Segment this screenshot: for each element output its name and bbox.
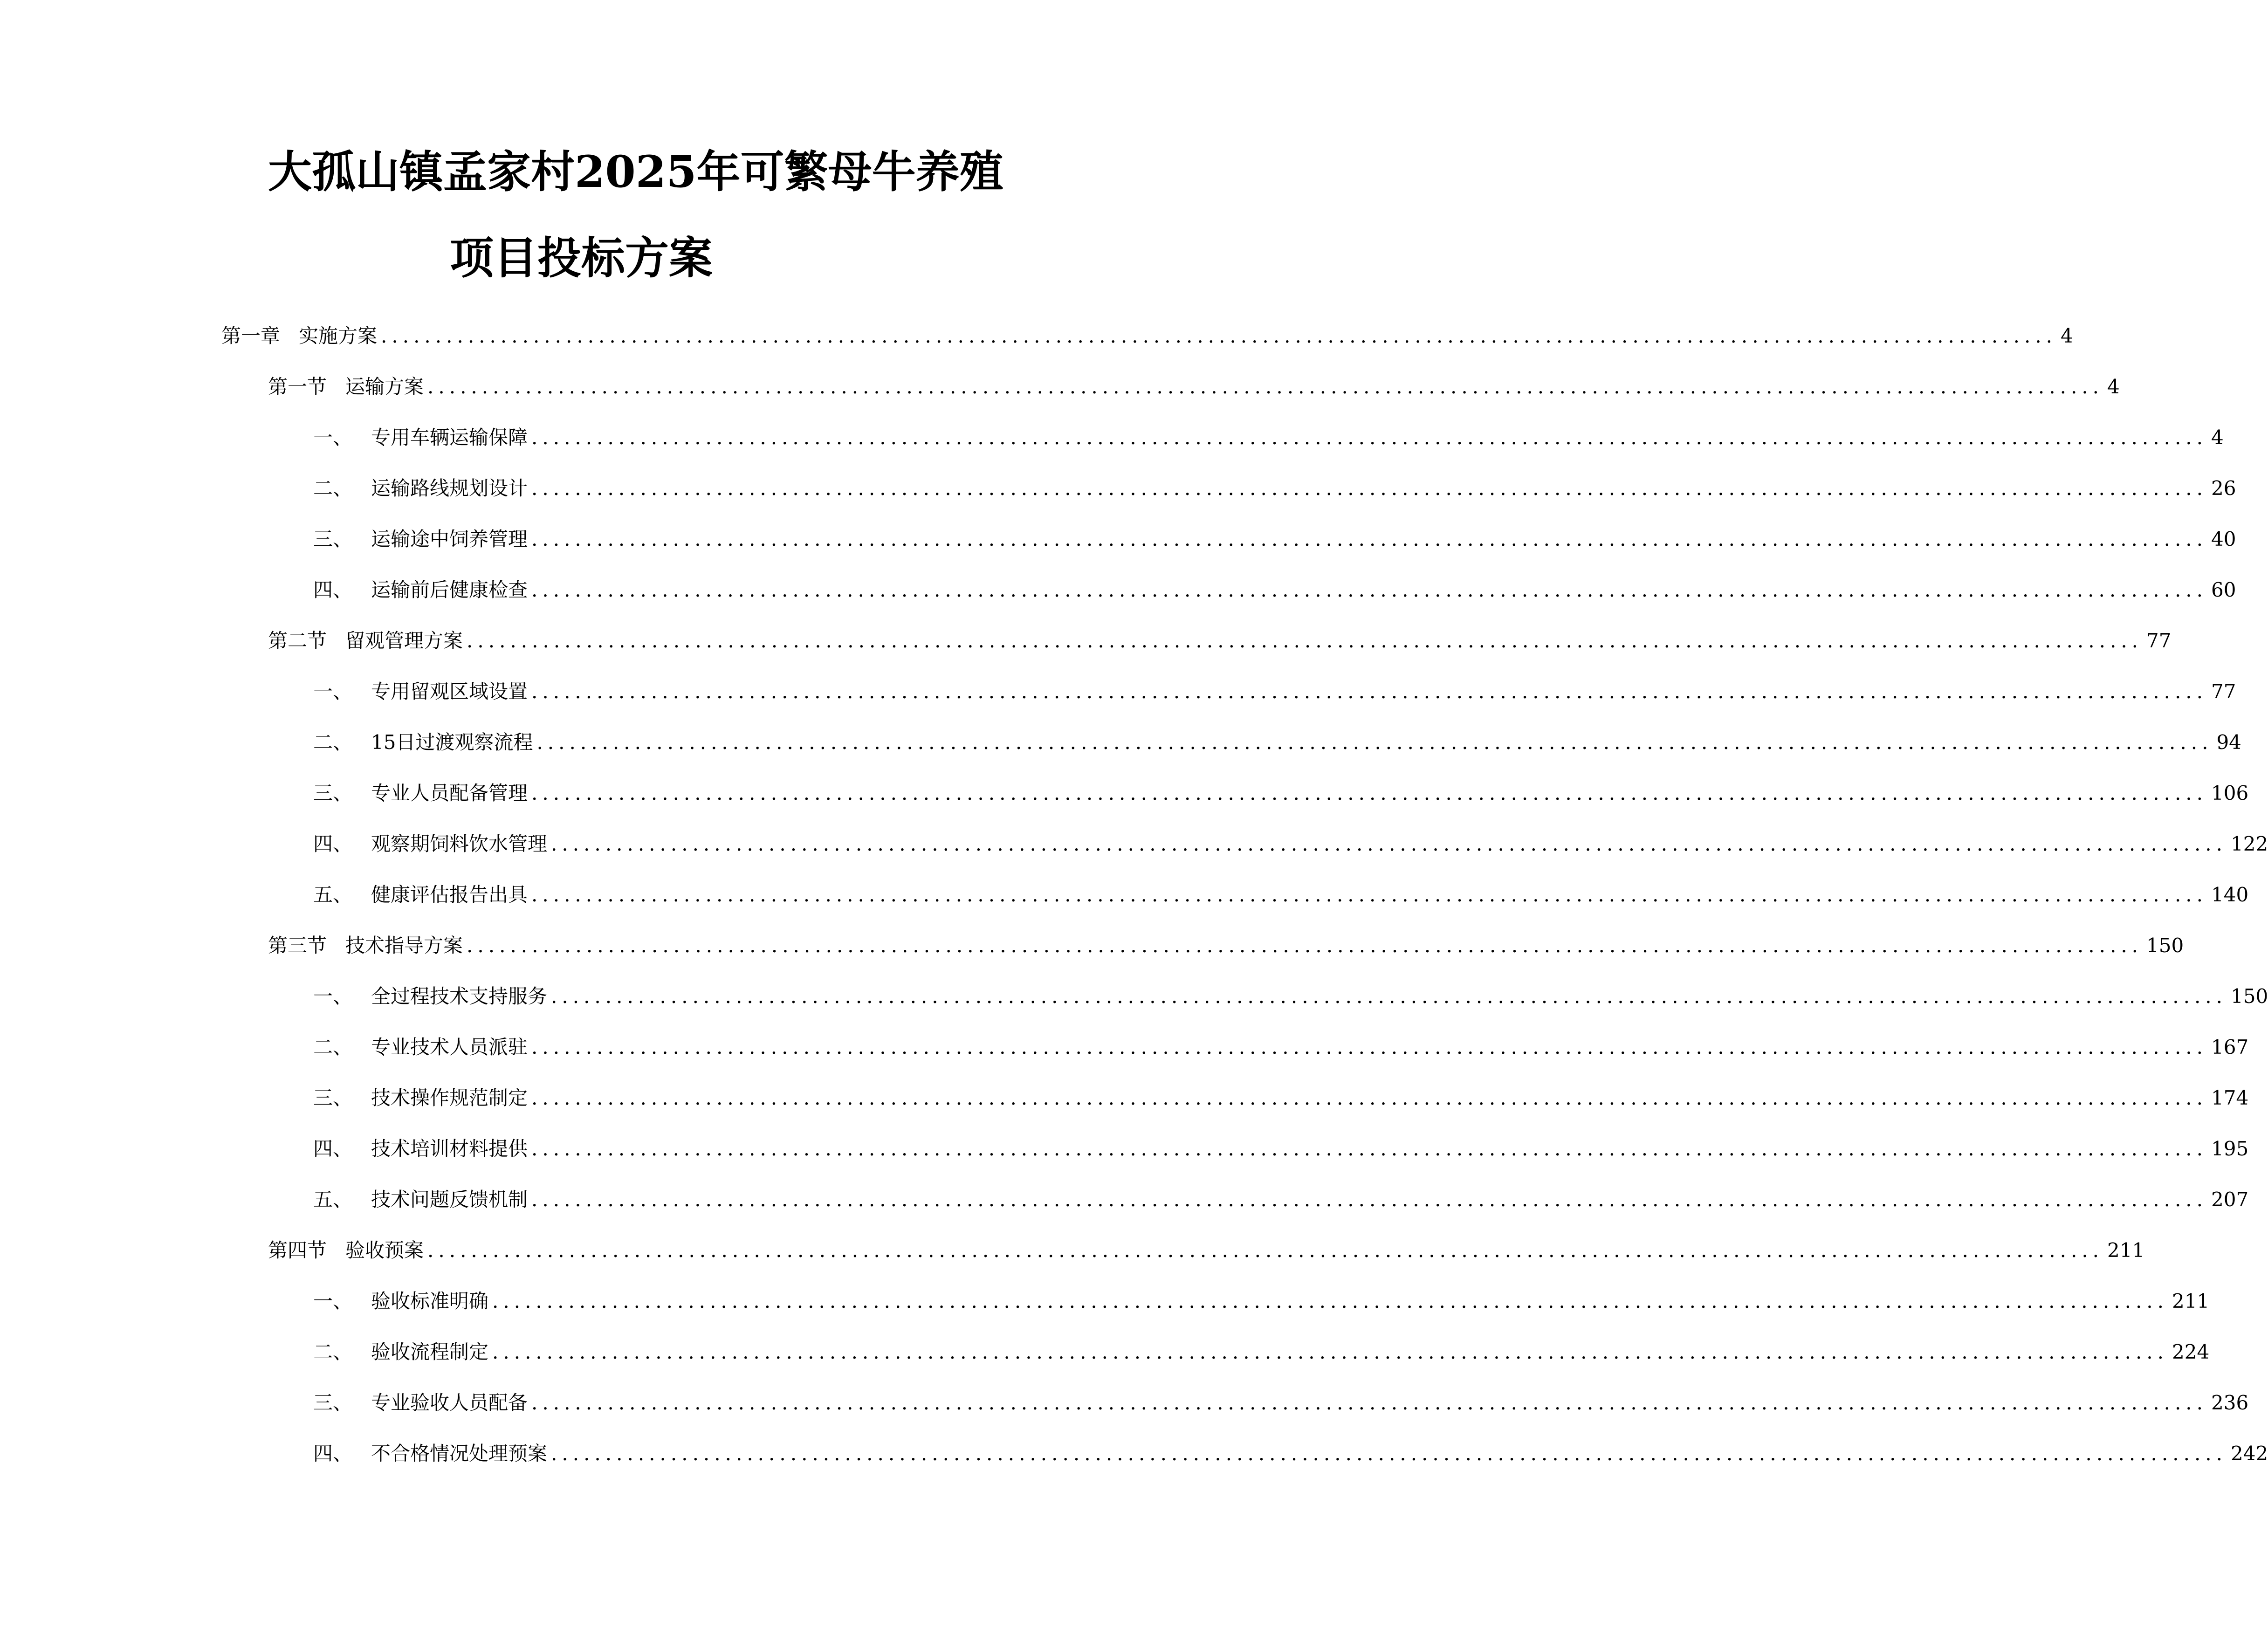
- toc-entry-number: 二、: [313, 1340, 353, 1363]
- toc-entry-item[interactable]: [313, 1436, 2268, 1465]
- toc-dot-leader: ..........................................................................................................................................................: [381, 324, 2057, 347]
- toc-dot-leader: ..........................................................................................................................................................: [531, 1036, 2208, 1058]
- toc-entry-item[interactable]: [313, 1131, 2249, 1160]
- toc-entry-item[interactable]: [313, 521, 2236, 550]
- toc-entry-number: 五、: [313, 883, 353, 906]
- toc-entry-label: 技术操作规范制定: [371, 1086, 528, 1109]
- toc-entry-item[interactable]: [313, 775, 2249, 804]
- toc-dot-leader: ..........................................................................................................................................................: [531, 1391, 2208, 1414]
- toc-entry-label: 运输途中饲养管理: [371, 528, 528, 550]
- toc-page-number: 242: [2231, 1442, 2268, 1465]
- toc-entry-section[interactable]: [268, 927, 2184, 957]
- toc-entry-item[interactable]: [313, 572, 2236, 601]
- toc-entry-number: 三、: [313, 782, 353, 804]
- toc-dot-leader: ..........................................................................................................................................................: [531, 1086, 2208, 1109]
- toc-dot-leader: ..........................................................................................................................................................: [551, 832, 2227, 855]
- toc-entry-number: 二、: [313, 1036, 353, 1058]
- toc-entry-item[interactable]: [313, 877, 2249, 906]
- toc-entry-number: 四、: [313, 832, 353, 855]
- toc-entry-label: 技术指导方案: [345, 934, 463, 957]
- toc-dot-leader: ..........................................................................................................................................................: [531, 1137, 2208, 1160]
- toc-entry-item[interactable]: [313, 1182, 2249, 1211]
- toc-entry-label: 专用车辆运输保障: [371, 426, 528, 449]
- toc-entry-number: 三、: [313, 528, 353, 550]
- toc-entry-number: 五、: [313, 1188, 353, 1211]
- toc-entry-number: 第一节: [268, 375, 327, 398]
- toc-entry-label: 专业技术人员派驻: [371, 1036, 528, 1058]
- toc-entry-label: 技术问题反馈机制: [371, 1188, 528, 1211]
- toc-entry-label: 验收标准明确: [371, 1290, 489, 1312]
- toc-entry-section[interactable]: [268, 369, 2120, 398]
- toc-entry-label: 专业人员配备管理: [371, 782, 528, 804]
- toc-page-number: 60: [2211, 578, 2236, 601]
- toc-entry-number: 一、: [313, 985, 353, 1008]
- toc-dot-leader: ..........................................................................................................................................................: [467, 629, 2143, 652]
- toc-entry-label: 实施方案: [299, 324, 378, 347]
- toc-dot-leader: ..........................................................................................................................................................: [536, 731, 2213, 754]
- toc-page-number: 195: [2211, 1137, 2249, 1160]
- toc-page-number: 224: [2172, 1340, 2210, 1363]
- toc-page-number: 26: [2211, 477, 2236, 500]
- toc-entry-item[interactable]: [313, 978, 2268, 1008]
- toc-entry-number: 二、: [313, 477, 353, 500]
- toc-page-number: 207: [2211, 1188, 2249, 1211]
- toc-entry-item[interactable]: [313, 1334, 2210, 1363]
- toc-entry-number: 三、: [313, 1391, 353, 1414]
- toc-page-number: 4: [2061, 324, 2073, 347]
- toc-entry-label: 技术培训材料提供: [371, 1137, 528, 1160]
- toc-entry-number: 第三节: [268, 934, 327, 957]
- toc-entry-label: 运输路线规划设计: [371, 477, 528, 500]
- toc-entry-number: 一、: [313, 1290, 353, 1312]
- toc-entry-number: 一、: [313, 680, 353, 703]
- toc-dot-leader: ..........................................................................................................................................................: [551, 985, 2227, 1008]
- toc-entry-number: 三、: [313, 1086, 353, 1109]
- toc-entry-item[interactable]: [313, 470, 2236, 500]
- toc-page-number: 211: [2107, 1239, 2145, 1262]
- toc-page-number: 77: [2211, 680, 2236, 703]
- toc-entry-number: 第二节: [268, 629, 327, 652]
- toc-entry-item[interactable]: [313, 673, 2236, 703]
- toc-entry-label: 验收流程制定: [371, 1340, 489, 1363]
- toc-entry-label: 运输方案: [345, 375, 424, 398]
- toc-dot-leader: ..........................................................................................................................................................: [531, 680, 2208, 703]
- toc-dot-leader: ..........................................................................................................................................................: [531, 578, 2208, 601]
- toc-dot-leader: ..........................................................................................................................................................: [467, 934, 2143, 957]
- toc-page-number: 77: [2146, 629, 2172, 652]
- toc-entry-label: 观察期饲料饮水管理: [371, 832, 548, 855]
- toc-page-number: 106: [2211, 782, 2249, 804]
- toc-dot-leader: ..........................................................................................................................................................: [531, 477, 2208, 500]
- toc-entry-label: 不合格情况处理预案: [371, 1442, 548, 1465]
- toc-entry-item[interactable]: [313, 1029, 2249, 1058]
- toc-page-number: 4: [2107, 375, 2120, 398]
- toc-dot-leader: ..........................................................................................................................................................: [531, 528, 2208, 550]
- toc-entry-item[interactable]: [313, 1385, 2249, 1414]
- toc-page-number: 122: [2231, 832, 2268, 855]
- toc-entry-item[interactable]: [313, 724, 2241, 754]
- toc-entry-number: 四、: [313, 1442, 353, 1465]
- toc-page-number: 174: [2211, 1086, 2249, 1109]
- document-title-line2: 项目投标方案: [450, 233, 713, 284]
- toc-entry-item[interactable]: [313, 1080, 2249, 1109]
- toc-dot-leader: ..........................................................................................................................................................: [531, 883, 2208, 906]
- toc-dot-leader: ..........................................................................................................................................................: [531, 1188, 2208, 1211]
- toc-dot-leader: ..........................................................................................................................................................: [531, 782, 2208, 804]
- toc-entry-label: 专业验收人员配备: [371, 1391, 528, 1414]
- toc-entry-item[interactable]: [313, 826, 2268, 855]
- toc-page-number: 40: [2211, 528, 2236, 550]
- toc-entry-number: 第四节: [268, 1239, 327, 1262]
- toc-entry-item[interactable]: [313, 1283, 2210, 1312]
- toc-page-number: 167: [2211, 1036, 2249, 1058]
- toc-page-number: 140: [2211, 883, 2249, 906]
- toc-page-number: 236: [2211, 1391, 2249, 1414]
- toc-entry-number: 第一章: [221, 324, 281, 347]
- toc-entry-number: 四、: [313, 578, 353, 601]
- toc-entry-label: 15日过渡观察流程: [371, 731, 533, 754]
- toc-dot-leader: ..........................................................................................................................................................: [492, 1340, 2169, 1363]
- toc-page-number: 211: [2172, 1290, 2210, 1312]
- toc-entry-section[interactable]: [268, 623, 2172, 652]
- toc-entry-chapter[interactable]: [221, 318, 2073, 347]
- toc-page-number: 150: [2231, 985, 2268, 1008]
- toc-page-number: 4: [2211, 426, 2224, 449]
- toc-dot-leader: ..........................................................................................................................................................: [492, 1290, 2169, 1312]
- toc-entry-number: 一、: [313, 426, 353, 449]
- toc-entry-number: 二、: [313, 731, 353, 754]
- toc-entry-section[interactable]: [268, 1232, 2145, 1262]
- toc-page-number: 94: [2216, 731, 2241, 754]
- toc-entry-item[interactable]: [313, 419, 2224, 449]
- toc-dot-leader: ..........................................................................................................................................................: [551, 1442, 2227, 1465]
- document-title-line1: 大孤山镇孟家村2025年可繁母牛养殖: [268, 146, 1003, 198]
- toc-entry-number: 四、: [313, 1137, 353, 1160]
- toc-dot-leader: ..........................................................................................................................................................: [427, 375, 2104, 398]
- toc-entry-label: 健康评估报告出具: [371, 883, 528, 906]
- toc-dot-leader: ..........................................................................................................................................................: [427, 1239, 2104, 1262]
- toc-page-number: 150: [2146, 934, 2184, 957]
- toc-entry-label: 留观管理方案: [345, 629, 463, 652]
- toc-entry-label: 全过程技术支持服务: [371, 985, 548, 1008]
- toc-entry-label: 专用留观区域设置: [371, 680, 528, 703]
- toc-dot-leader: ..........................................................................................................................................................: [531, 426, 2208, 449]
- toc-entry-label: 验收预案: [345, 1239, 424, 1262]
- toc-entry-label: 运输前后健康检查: [371, 578, 528, 601]
